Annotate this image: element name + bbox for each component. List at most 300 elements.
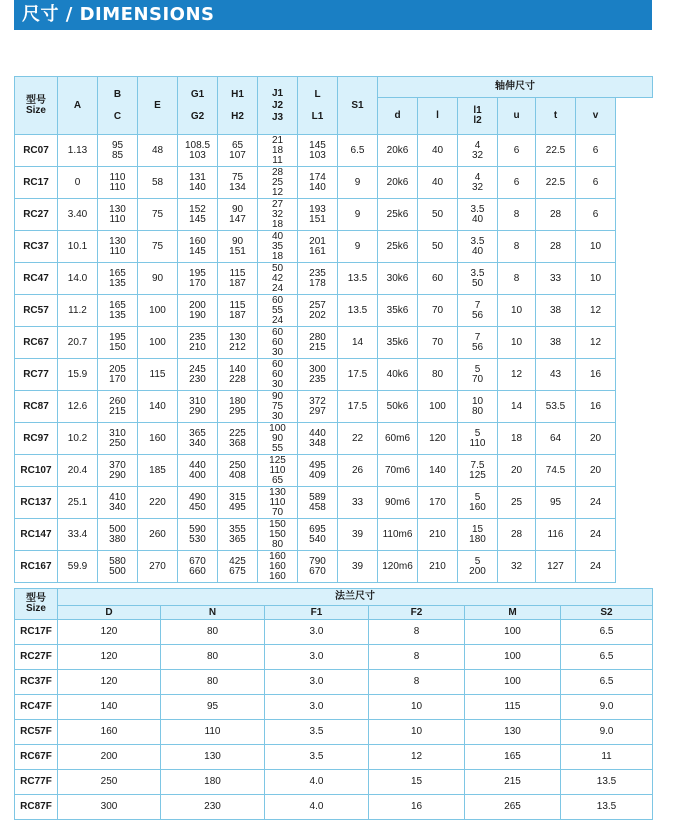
table-row — [15, 199, 653, 231]
col-header-h: H1 H2 — [218, 77, 258, 135]
cell-l-shaft: 140 — [418, 455, 458, 487]
cell-u: 25 — [498, 487, 536, 519]
size-cell: RC27F — [15, 645, 58, 670]
cell-l-shaft: 80 — [418, 359, 458, 391]
col-header-flange-f2: F2 — [369, 606, 465, 620]
cell-v: 10 — [576, 263, 616, 295]
cell-v: 6 — [576, 135, 616, 167]
col-header-l: L L1 — [298, 77, 338, 135]
cell-s1: 26 — [338, 455, 378, 487]
cell-g: 160 145 — [178, 231, 218, 263]
cell-g: 200 190 — [178, 295, 218, 327]
cell-flange-d: 300 — [58, 795, 161, 820]
cell-s1: 17.5 — [338, 359, 378, 391]
cell-j: 125 110 65 — [258, 455, 298, 487]
cell-l1-l2: 4 32 — [458, 135, 498, 167]
cell-b-c: 165 135 — [98, 295, 138, 327]
cell-h: 90 151 — [218, 231, 258, 263]
cell-b-c: 130 110 — [98, 199, 138, 231]
cell-t: 28 — [536, 199, 576, 231]
cell-j: 150 150 80 — [258, 519, 298, 551]
cell-l: 300 235 — [298, 359, 338, 391]
table-row — [15, 359, 653, 391]
cell-a: 20.4 — [58, 455, 98, 487]
flange-size-header: 型号 Size — [15, 589, 58, 620]
cell-b-c: 195 150 — [98, 327, 138, 359]
cell-s1: 39 — [338, 519, 378, 551]
cell-u: 6 — [498, 167, 536, 199]
cell-flange-f2: 8 — [369, 620, 465, 645]
table-row — [15, 231, 653, 263]
cell-d: 90m6 — [378, 487, 418, 519]
size-cell: RC77 — [15, 359, 58, 391]
cell-h: 355 365 — [218, 519, 258, 551]
cell-l-shaft: 100 — [418, 391, 458, 423]
cell-j: 100 90 55 — [258, 423, 298, 455]
cell-flange-f1: 4.0 — [265, 795, 369, 820]
col-header-t: t — [536, 98, 576, 135]
cell-g: 310 290 — [178, 391, 218, 423]
cell-l: 201 161 — [298, 231, 338, 263]
col-header-flange-s2: S2 — [561, 606, 653, 620]
cell-flange-f1: 3.0 — [265, 670, 369, 695]
cell-flange-m: 100 — [465, 670, 561, 695]
cell-flange-f1: 3.0 — [265, 695, 369, 720]
cell-u: 18 — [498, 423, 536, 455]
table-row — [15, 519, 653, 551]
table-row — [15, 487, 653, 519]
col-header-u: u — [498, 98, 536, 135]
cell-l-shaft: 70 — [418, 295, 458, 327]
cell-flange-f2: 8 — [369, 670, 465, 695]
table-row — [15, 770, 653, 795]
col-header-l1-l2: l1 l2 — [458, 98, 498, 135]
cell-flange-f2: 12 — [369, 745, 465, 770]
cell-l-shaft: 70 — [418, 327, 458, 359]
cell-flange-f2: 16 — [369, 795, 465, 820]
table-row — [15, 745, 653, 770]
cell-flange-n: 95 — [161, 695, 265, 720]
cell-flange-d: 120 — [58, 620, 161, 645]
table-row — [15, 455, 653, 487]
cell-d: 50k6 — [378, 391, 418, 423]
cell-u: 14 — [498, 391, 536, 423]
cell-s1: 13.5 — [338, 263, 378, 295]
cell-b-c: 165 135 — [98, 263, 138, 295]
cell-l1-l2: 3.5 50 — [458, 263, 498, 295]
size-cell: RC57F — [15, 720, 58, 745]
cell-l1-l2: 10 80 — [458, 391, 498, 423]
cell-a: 11.2 — [58, 295, 98, 327]
cell-j: 60 60 30 — [258, 327, 298, 359]
cell-d: 40k6 — [378, 359, 418, 391]
cell-e: 100 — [138, 295, 178, 327]
cell-e: 270 — [138, 551, 178, 583]
cell-b-c: 580 500 — [98, 551, 138, 583]
cell-j: 50 42 24 — [258, 263, 298, 295]
cell-l-shaft: 120 — [418, 423, 458, 455]
cell-flange-n: 80 — [161, 620, 265, 645]
cell-j: 160 160 160 — [258, 551, 298, 583]
cell-l1-l2: 4 32 — [458, 167, 498, 199]
cell-h: 90 147 — [218, 199, 258, 231]
cell-h: 65 107 — [218, 135, 258, 167]
cell-s1: 33 — [338, 487, 378, 519]
cell-l-shaft: 50 — [418, 231, 458, 263]
cell-g: 152 145 — [178, 199, 218, 231]
cell-flange-n: 80 — [161, 645, 265, 670]
col-header-g: G1 G2 — [178, 77, 218, 135]
table-row — [15, 263, 653, 295]
cell-l: 790 670 — [298, 551, 338, 583]
cell-flange-f1: 4.0 — [265, 770, 369, 795]
cell-s1: 6.5 — [338, 135, 378, 167]
cell-d: 25k6 — [378, 199, 418, 231]
cell-t: 38 — [536, 295, 576, 327]
cell-e: 260 — [138, 519, 178, 551]
cell-v: 12 — [576, 295, 616, 327]
cell-flange-s2: 11 — [561, 745, 653, 770]
cell-d: 70m6 — [378, 455, 418, 487]
cell-l: 372 297 — [298, 391, 338, 423]
cell-j: 27 32 18 — [258, 199, 298, 231]
cell-h: 140 228 — [218, 359, 258, 391]
cell-d: 60m6 — [378, 423, 418, 455]
cell-t: 22.5 — [536, 135, 576, 167]
cell-v: 6 — [576, 167, 616, 199]
cell-e: 58 — [138, 167, 178, 199]
cell-h: 115 187 — [218, 263, 258, 295]
cell-flange-m: 100 — [465, 645, 561, 670]
cell-e: 185 — [138, 455, 178, 487]
size-cell: RC47 — [15, 263, 58, 295]
cell-l1-l2: 5 200 — [458, 551, 498, 583]
cell-b-c: 110 110 — [98, 167, 138, 199]
cell-b-c: 310 250 — [98, 423, 138, 455]
cell-a: 59.9 — [58, 551, 98, 583]
cell-j: 28 25 12 — [258, 167, 298, 199]
cell-d: 120m6 — [378, 551, 418, 583]
cell-b-c: 370 290 — [98, 455, 138, 487]
size-cell: RC77F — [15, 770, 58, 795]
cell-l: 280 215 — [298, 327, 338, 359]
cell-t: 116 — [536, 519, 576, 551]
cell-flange-n: 230 — [161, 795, 265, 820]
cell-h: 75 134 — [218, 167, 258, 199]
col-header-flange-d: D — [58, 606, 161, 620]
cell-flange-n: 110 — [161, 720, 265, 745]
cell-t: 28 — [536, 231, 576, 263]
cell-e: 75 — [138, 199, 178, 231]
cell-u: 20 — [498, 455, 536, 487]
cell-l1-l2: 7 56 — [458, 327, 498, 359]
cell-l-shaft: 40 — [418, 167, 458, 199]
table-row — [15, 670, 653, 695]
cell-a: 15.9 — [58, 359, 98, 391]
cell-a: 10.1 — [58, 231, 98, 263]
cell-flange-m: 130 — [465, 720, 561, 745]
cell-l-shaft: 210 — [418, 551, 458, 583]
col-header-e: E — [138, 77, 178, 135]
size-cell: RC67 — [15, 327, 58, 359]
cell-v: 24 — [576, 487, 616, 519]
flange-table — [14, 588, 653, 820]
cell-d: 35k6 — [378, 327, 418, 359]
cell-g: 490 450 — [178, 487, 218, 519]
size-cell: RC27 — [15, 199, 58, 231]
size-cell: RC17 — [15, 167, 58, 199]
cell-l: 174 140 — [298, 167, 338, 199]
cell-g: 365 340 — [178, 423, 218, 455]
size-cell: RC87F — [15, 795, 58, 820]
cell-l1-l2: 7.5 125 — [458, 455, 498, 487]
cell-u: 8 — [498, 263, 536, 295]
cell-l1-l2: 7 56 — [458, 295, 498, 327]
cell-s1: 9 — [338, 231, 378, 263]
size-cell: RC107 — [15, 455, 58, 487]
cell-d: 25k6 — [378, 231, 418, 263]
cell-flange-n: 80 — [161, 670, 265, 695]
cell-h: 250 408 — [218, 455, 258, 487]
size-cell: RC87 — [15, 391, 58, 423]
cell-j: 130 110 70 — [258, 487, 298, 519]
col-header-flange-f1: F1 — [265, 606, 369, 620]
cell-flange-d: 250 — [58, 770, 161, 795]
cell-u: 10 — [498, 295, 536, 327]
cell-flange-m: 165 — [465, 745, 561, 770]
cell-a: 0 — [58, 167, 98, 199]
cell-flange-f2: 15 — [369, 770, 465, 795]
cell-flange-f2: 10 — [369, 695, 465, 720]
cell-v: 16 — [576, 391, 616, 423]
cell-a: 1.13 — [58, 135, 98, 167]
cell-a: 25.1 — [58, 487, 98, 519]
cell-h: 115 187 — [218, 295, 258, 327]
cell-j: 90 75 30 — [258, 391, 298, 423]
table-row — [15, 795, 653, 820]
cell-l: 695 540 — [298, 519, 338, 551]
table-row — [15, 551, 653, 583]
size-cell: RC137 — [15, 487, 58, 519]
table-row — [15, 620, 653, 645]
cell-j: 60 55 24 — [258, 295, 298, 327]
cell-flange-f1: 3.0 — [265, 645, 369, 670]
cell-e: 100 — [138, 327, 178, 359]
cell-t: 22.5 — [536, 167, 576, 199]
cell-flange-d: 140 — [58, 695, 161, 720]
col-header-flange-m: M — [465, 606, 561, 620]
col-header-s1: S1 — [338, 77, 378, 135]
cell-flange-s2: 9.0 — [561, 695, 653, 720]
cell-l-shaft: 60 — [418, 263, 458, 295]
cell-s1: 17.5 — [338, 391, 378, 423]
size-cell: RC147 — [15, 519, 58, 551]
cell-u: 32 — [498, 551, 536, 583]
cell-s1: 22 — [338, 423, 378, 455]
size-cell: RC167 — [15, 551, 58, 583]
cell-flange-s2: 13.5 — [561, 795, 653, 820]
cell-b-c: 260 215 — [98, 391, 138, 423]
cell-b-c: 130 110 — [98, 231, 138, 263]
cell-d: 20k6 — [378, 167, 418, 199]
cell-flange-m: 115 — [465, 695, 561, 720]
cell-s1: 9 — [338, 167, 378, 199]
cell-a: 20.7 — [58, 327, 98, 359]
col-header-j: J1 J2 J3 — [258, 77, 298, 135]
cell-l: 257 202 — [298, 295, 338, 327]
cell-g: 235 210 — [178, 327, 218, 359]
cell-flange-f1: 3.0 — [265, 620, 369, 645]
cell-l1-l2: 5 70 — [458, 359, 498, 391]
cell-g: 670 660 — [178, 551, 218, 583]
cell-j: 21 18 11 — [258, 135, 298, 167]
cell-l: 495 409 — [298, 455, 338, 487]
cell-t: 38 — [536, 327, 576, 359]
cell-flange-d: 120 — [58, 670, 161, 695]
table-row — [15, 167, 653, 199]
cell-s1: 9 — [338, 199, 378, 231]
cell-v: 16 — [576, 359, 616, 391]
cell-l: 589 458 — [298, 487, 338, 519]
cell-u: 12 — [498, 359, 536, 391]
col-header-b-c: B C — [98, 77, 138, 135]
table-row — [15, 720, 653, 745]
cell-u: 8 — [498, 199, 536, 231]
cell-b-c: 205 170 — [98, 359, 138, 391]
cell-flange-s2: 9.0 — [561, 720, 653, 745]
size-header: 型号 Size — [15, 77, 58, 135]
dimensions-table — [14, 76, 653, 583]
cell-l1-l2: 3.5 40 — [458, 231, 498, 263]
cell-flange-d: 160 — [58, 720, 161, 745]
cell-flange-s2: 6.5 — [561, 620, 653, 645]
cell-h: 425 675 — [218, 551, 258, 583]
cell-h: 315 495 — [218, 487, 258, 519]
size-cell: RC47F — [15, 695, 58, 720]
table-row — [15, 645, 653, 670]
cell-t: 53.5 — [536, 391, 576, 423]
cell-t: 43 — [536, 359, 576, 391]
table-row — [15, 695, 653, 720]
cell-l-shaft: 170 — [418, 487, 458, 519]
page-title: 尺寸 / DIMENSIONS — [14, 0, 652, 30]
cell-j: 40 35 18 — [258, 231, 298, 263]
cell-t: 95 — [536, 487, 576, 519]
cell-l: 145 103 — [298, 135, 338, 167]
cell-flange-f2: 10 — [369, 720, 465, 745]
cell-e: 220 — [138, 487, 178, 519]
cell-b-c: 410 340 — [98, 487, 138, 519]
cell-flange-m: 100 — [465, 620, 561, 645]
cell-e: 75 — [138, 231, 178, 263]
cell-l-shaft: 50 — [418, 199, 458, 231]
cell-flange-d: 120 — [58, 645, 161, 670]
cell-flange-f1: 3.5 — [265, 720, 369, 745]
cell-l1-l2: 5 160 — [458, 487, 498, 519]
cell-e: 90 — [138, 263, 178, 295]
cell-b-c: 500 380 — [98, 519, 138, 551]
cell-a: 12.6 — [58, 391, 98, 423]
size-cell: RC37F — [15, 670, 58, 695]
cell-d: 110m6 — [378, 519, 418, 551]
cell-a: 14.0 — [58, 263, 98, 295]
cell-l: 440 348 — [298, 423, 338, 455]
size-cell: RC17F — [15, 620, 58, 645]
cell-t: 74.5 — [536, 455, 576, 487]
cell-s1: 13.5 — [338, 295, 378, 327]
col-header-flange-n: N — [161, 606, 265, 620]
cell-flange-f1: 3.5 — [265, 745, 369, 770]
cell-v: 24 — [576, 519, 616, 551]
cell-v: 20 — [576, 455, 616, 487]
cell-t: 127 — [536, 551, 576, 583]
col-header-a: A — [58, 77, 98, 135]
cell-h: 225 368 — [218, 423, 258, 455]
cell-u: 10 — [498, 327, 536, 359]
cell-flange-f2: 8 — [369, 645, 465, 670]
cell-h: 130 212 — [218, 327, 258, 359]
cell-v: 10 — [576, 231, 616, 263]
table-row — [15, 327, 653, 359]
cell-l1-l2: 15 180 — [458, 519, 498, 551]
cell-b-c: 95 85 — [98, 135, 138, 167]
cell-flange-n: 130 — [161, 745, 265, 770]
cell-e: 48 — [138, 135, 178, 167]
cell-g: 440 400 — [178, 455, 218, 487]
cell-a: 33.4 — [58, 519, 98, 551]
cell-h: 180 295 — [218, 391, 258, 423]
cell-flange-s2: 13.5 — [561, 770, 653, 795]
cell-u: 6 — [498, 135, 536, 167]
cell-flange-n: 180 — [161, 770, 265, 795]
table-row — [15, 423, 653, 455]
table-row — [15, 391, 653, 423]
cell-t: 64 — [536, 423, 576, 455]
cell-v: 24 — [576, 551, 616, 583]
cell-g: 108.5 103 — [178, 135, 218, 167]
col-header-d: d — [378, 98, 418, 135]
size-cell: RC07 — [15, 135, 58, 167]
size-cell: RC37 — [15, 231, 58, 263]
cell-e: 140 — [138, 391, 178, 423]
cell-flange-m: 265 — [465, 795, 561, 820]
cell-g: 590 530 — [178, 519, 218, 551]
table-row — [15, 135, 653, 167]
size-cell: RC97 — [15, 423, 58, 455]
cell-v: 20 — [576, 423, 616, 455]
size-cell: RC57 — [15, 295, 58, 327]
cell-l1-l2: 3.5 40 — [458, 199, 498, 231]
cell-e: 160 — [138, 423, 178, 455]
cell-g: 245 230 — [178, 359, 218, 391]
cell-flange-d: 200 — [58, 745, 161, 770]
cell-a: 3.40 — [58, 199, 98, 231]
cell-v: 6 — [576, 199, 616, 231]
cell-d: 30k6 — [378, 263, 418, 295]
cell-u: 8 — [498, 231, 536, 263]
cell-l-shaft: 210 — [418, 519, 458, 551]
cell-a: 10.2 — [58, 423, 98, 455]
flange-group-header: 法兰尺寸 — [58, 589, 653, 606]
cell-s1: 14 — [338, 327, 378, 359]
table-row — [15, 295, 653, 327]
cell-d: 35k6 — [378, 295, 418, 327]
cell-j: 60 60 30 — [258, 359, 298, 391]
cell-flange-m: 215 — [465, 770, 561, 795]
cell-l: 193 151 — [298, 199, 338, 231]
cell-u: 28 — [498, 519, 536, 551]
cell-flange-s2: 6.5 — [561, 645, 653, 670]
